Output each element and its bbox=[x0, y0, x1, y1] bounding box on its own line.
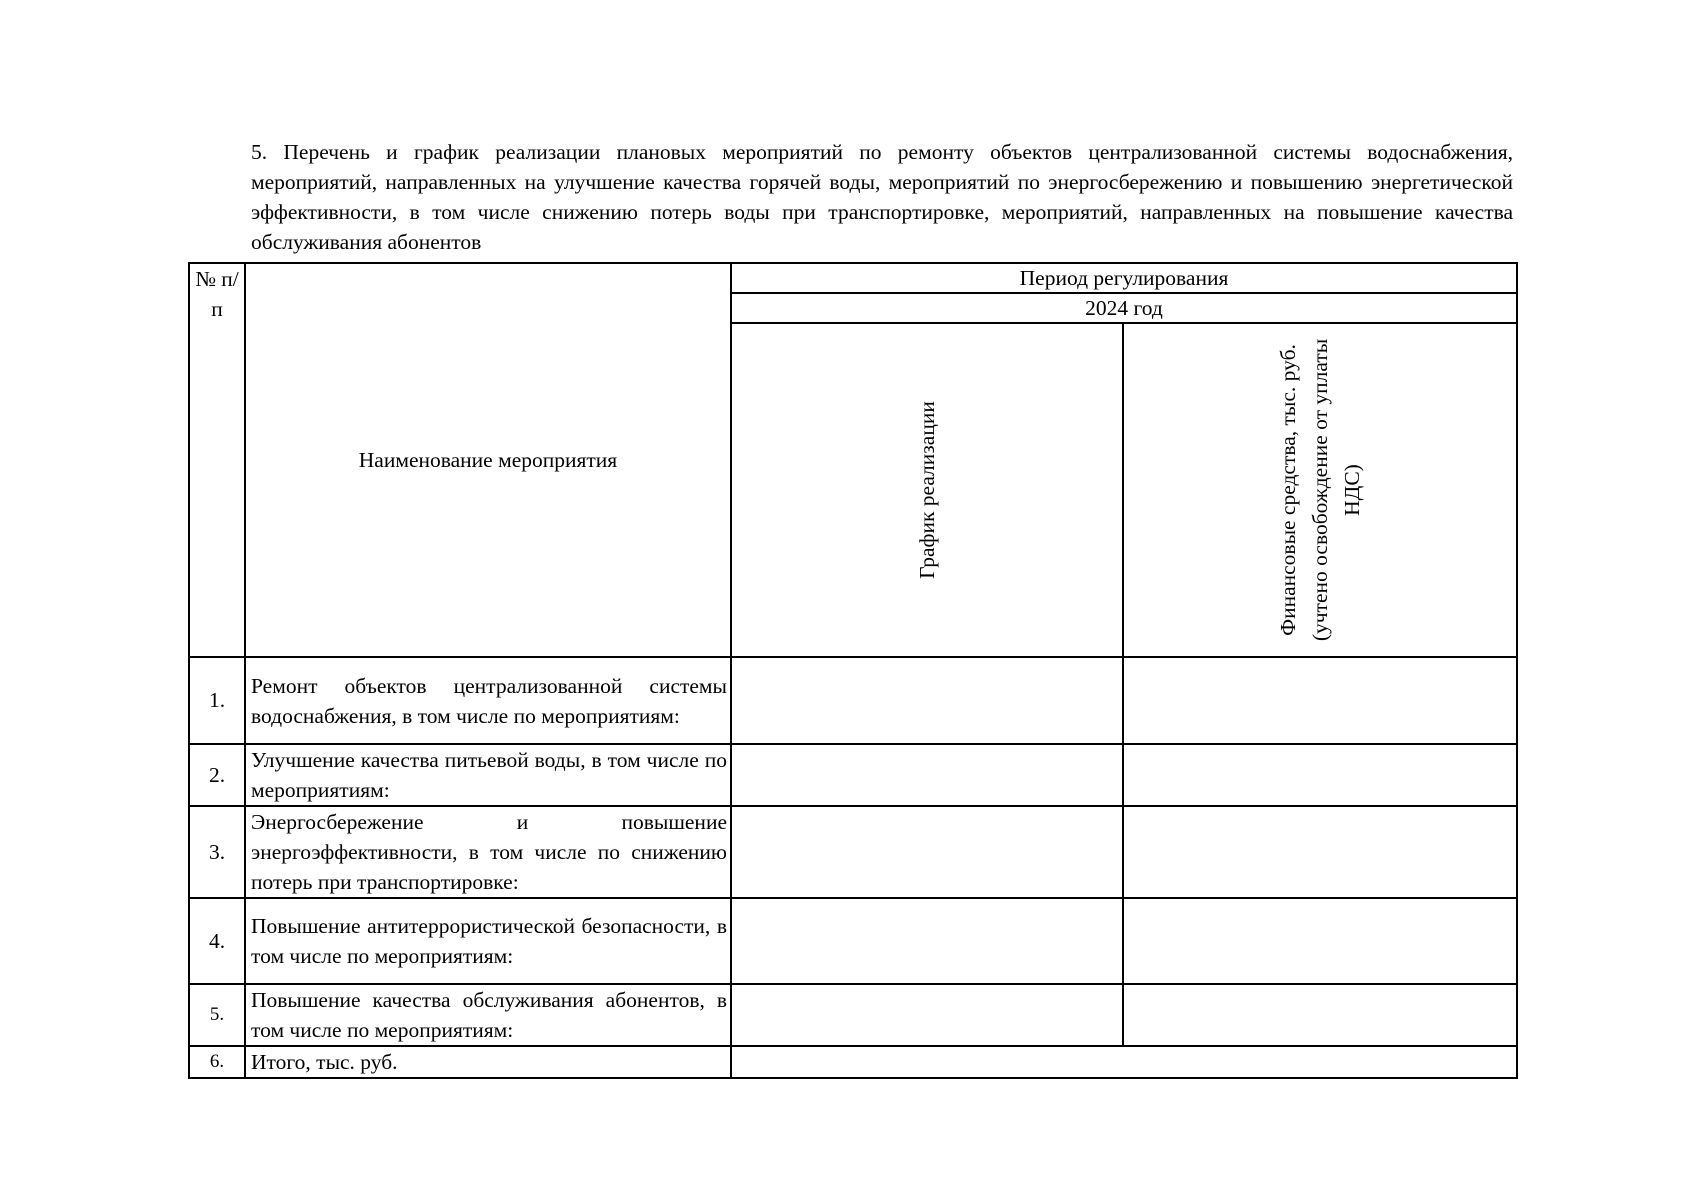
row-schedule bbox=[731, 984, 1123, 1046]
col-finance-header bbox=[1123, 323, 1517, 657]
row-schedule bbox=[731, 657, 1123, 744]
row-name: Энергосбережение и повышение энергоэффективности, в том числе по снижению потерь при транспортировке: bbox=[245, 806, 731, 898]
row-finance bbox=[1123, 806, 1517, 898]
row-number: 3. bbox=[189, 806, 245, 898]
row-name: Улучшение качества питьевой воды, в том числе по мероприятиям: bbox=[245, 744, 731, 806]
row-finance bbox=[1123, 984, 1517, 1046]
row-schedule bbox=[731, 898, 1123, 984]
row-finance bbox=[1123, 744, 1517, 806]
row-finance bbox=[1123, 898, 1517, 984]
row-number: 5. bbox=[189, 984, 245, 1046]
section-heading: 5. Перечень и график реализации плановых мероприятий по ремонту объектов централизованной системы водоснабжения, мероприятий, направленных на улучшение качества горячей воды, мероприятий по энергосбережению и повышению энергетической эффективности, в том числе снижению потерь воды при транспортировке, мероприятий, направленных на повышение качества обслуживания абонентов bbox=[251, 140, 1513, 254]
table-row bbox=[189, 984, 1517, 1046]
header-row-period bbox=[189, 263, 1517, 293]
col-no-header: № п/п bbox=[189, 263, 245, 657]
row-number: 1. bbox=[189, 657, 245, 744]
measures-table bbox=[188, 262, 1518, 1079]
total-number: 6. bbox=[189, 1046, 245, 1078]
table-row bbox=[189, 744, 1517, 806]
col-schedule-label: График реализации bbox=[915, 401, 939, 579]
table-row bbox=[189, 657, 1517, 744]
col-finance-label: Финансовые средства, тыс. руб. (учтено освобождение от уплаты НДС) bbox=[1276, 338, 1364, 642]
row-schedule bbox=[731, 744, 1123, 806]
col-name-header: Наименование мероприятия bbox=[245, 263, 731, 657]
col-schedule-header bbox=[731, 323, 1123, 657]
table-row bbox=[189, 898, 1517, 984]
row-name: Повышение антитеррористической безопасности, в том числе по мероприятиям: bbox=[245, 898, 731, 984]
year-header: 2024 год bbox=[731, 293, 1517, 323]
row-finance bbox=[1123, 657, 1517, 744]
row-number: 2. bbox=[189, 744, 245, 806]
total-row bbox=[189, 1046, 1517, 1078]
row-schedule bbox=[731, 806, 1123, 898]
period-header: Период регулирования bbox=[731, 263, 1517, 293]
row-number: 4. bbox=[189, 898, 245, 984]
row-name: Ремонт объектов централизованной системы водоснабжения, в том числе по мероприятиям: bbox=[245, 657, 731, 744]
total-value bbox=[731, 1046, 1517, 1078]
table-row bbox=[189, 806, 1517, 898]
row-name: Повышение качества обслуживания абонентов, в том числе по мероприятиям: bbox=[245, 984, 731, 1046]
total-label: Итого, тыс. руб. bbox=[245, 1046, 731, 1078]
